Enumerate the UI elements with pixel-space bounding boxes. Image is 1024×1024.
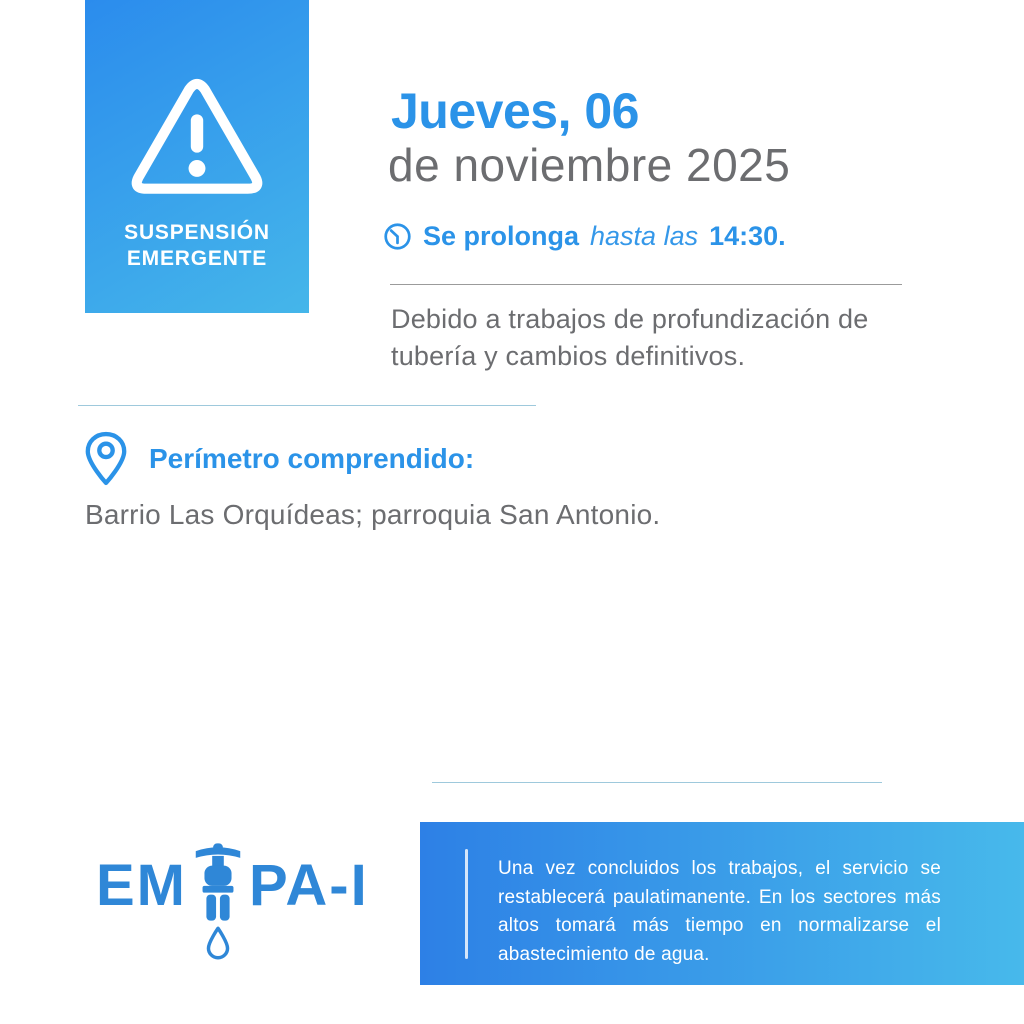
divider-top: [390, 284, 902, 285]
warning-triangle-icon: [128, 76, 266, 200]
clock-icon: [383, 222, 412, 251]
schedule-time: 14:30.: [709, 221, 786, 251]
emergency-badge: [85, 0, 309, 313]
badge-label: [124, 220, 270, 271]
notice-accent-bar: [465, 849, 468, 959]
logo-prefix: EM: [96, 853, 187, 918]
date-month-year: de noviembre 2025: [388, 139, 791, 191]
schedule-row: [383, 221, 786, 252]
location-pin-icon: [83, 431, 129, 487]
logo-suffix: PA-I: [249, 853, 369, 918]
date-day: Jueves, 06: [391, 83, 639, 139]
logo-faucet-wrap: [189, 853, 247, 919]
reason-text: Debido a trabajos de profundización de tubería y cambios definitivos.: [391, 304, 869, 372]
perimeter-header: [83, 431, 474, 487]
notice-box: [420, 822, 1024, 985]
badge-label-line1: SUSPENSIÓN: [124, 221, 270, 244]
badge-label-line2: EMERGENTE: [126, 246, 268, 270]
notice-text: Una vez concluidos los trabajos, el servicio se restablecerá paulatimanente. En los sectores más altos tomará más tiempo en normalizarse el abastecimiento de agua.: [498, 858, 941, 965]
faucet-icon: [189, 841, 247, 923]
schedule-italic-label: hasta las: [590, 221, 699, 251]
divider-footer: [432, 782, 882, 783]
perimeter-detail: Barrio Las Orquídeas; parroquia San Antonio.: [85, 499, 661, 530]
emapa-logo: [96, 853, 369, 919]
divider-perimeter: [78, 405, 536, 406]
schedule-bold-label: Se prolonga: [423, 221, 580, 251]
perimeter-title: Perímetro comprendido:: [149, 443, 475, 474]
water-drop-icon: [205, 925, 231, 961]
